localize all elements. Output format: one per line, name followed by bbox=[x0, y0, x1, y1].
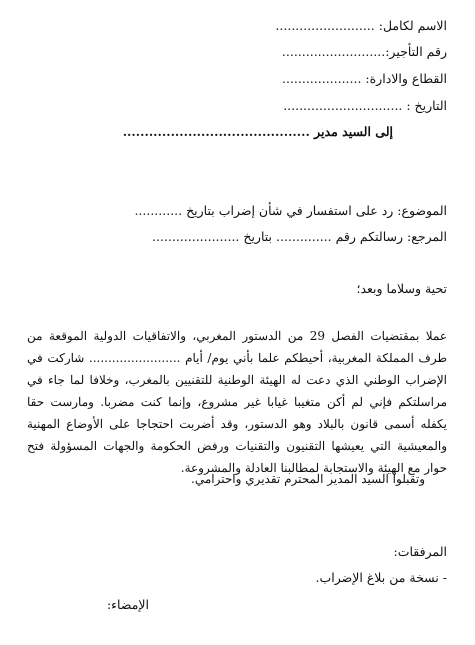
sector-field: القطاع والادارة: .................... bbox=[281, 71, 447, 86]
registration-field: رقم التأجير:.......................... bbox=[281, 44, 447, 59]
attachments-title: المرفقات: bbox=[393, 544, 447, 559]
name-field: الاسم لكامل: ......................... bbox=[275, 18, 447, 33]
body-paragraph: عملا بمقتضيات الفصل 29 من الدستور المغربي، والاتفاقيات الدولية الموقعة من طرف المملكة المغربية، أحيطكم علما بأني يوم/ أيام ........................ شاركت في الإضراب الوطني الذي دعت له الهيئة الوطنية للتقنيين بالمغرب، وخلافا لما جاء في مراسلتكم فإني لم أكن متغيبا غيابا غير مشروع، وإنما كنت مضربا. ومارست حقا يكفله أسمى قانون بالبلاد وهو الدستور، وقد أضربت احتجاجا على الأوضاع المهنية والمعيشية التي يعيشها التقنيون والتقنيات ورفض الحكومة والجهات المسؤولة فتح حوار مع الهيئة والاستجابة لمطالبنا العادلة والمشروعة. bbox=[27, 329, 447, 475]
signature-label: الإمضاء: bbox=[106, 597, 149, 612]
reference-line: المرجع: رسالتكم رقم .............. بتاريخ ...................... bbox=[151, 229, 447, 244]
closing-line: وتقبلوا السيد المدير المحترم تقديري واحترامي. bbox=[191, 472, 425, 486]
date-field: التاريخ : .............................. bbox=[283, 98, 447, 113]
addressee-line: إلى السيد مدير ........................................... bbox=[122, 124, 393, 139]
greeting: تحية وسلاما وبعد؛ bbox=[356, 281, 447, 296]
attachment-item: - نسخة من بلاغ الإضراب. bbox=[315, 570, 447, 585]
subject-line: الموضوع: رد على استفسار في شأن إضراب بتاريخ ............ bbox=[134, 203, 447, 218]
